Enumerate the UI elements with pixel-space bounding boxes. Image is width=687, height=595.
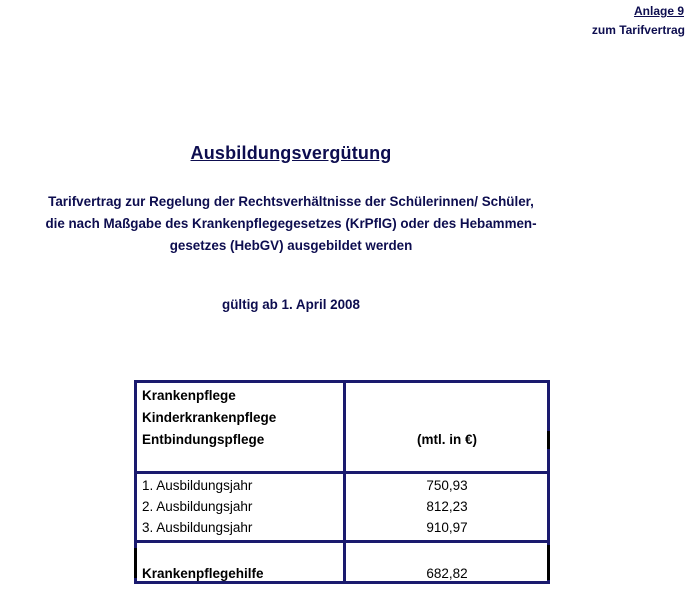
row-label: 2. Ausbildungsjahr — [142, 499, 253, 514]
annex-reference: zum Tarifvertrag — [591, 23, 685, 37]
footer-label: Krankenpflegehilfe — [142, 566, 264, 581]
subtitle — [0, 191, 582, 257]
row-value: 910,97 — [426, 520, 468, 535]
subtitle-line-2: die nach Maßgabe des Krankenpflegegesetzes (KrPflG) oder des Hebammen- — [45, 216, 537, 231]
row-label: 1. Ausbildungsjahr — [142, 478, 253, 493]
header-entbindungspflege: Entbindungspflege — [142, 432, 265, 447]
footer-value: 682,82 — [426, 566, 468, 581]
header-krankenpflege: Krankenpflege — [142, 388, 236, 403]
subtitle-line-1: Tarifvertrag zur Regelung der Rechtsverhältnisse der Schülerinnen/ Schüler, — [48, 194, 534, 209]
row-label: 3. Ausbildungsjahr — [142, 520, 253, 535]
row-divider-footer — [137, 540, 547, 543]
page-title: Ausbildungsvergütung — [190, 143, 392, 163]
annex-label: Anlage 9 — [633, 4, 684, 18]
border-accent — [547, 431, 550, 449]
border-accent — [134, 548, 137, 578]
border-accent — [547, 545, 550, 580]
row-value: 812,23 — [426, 499, 468, 514]
valid-from: gültig ab 1. April 2008 — [222, 297, 360, 312]
column-divider — [343, 383, 346, 581]
pay-table — [134, 380, 550, 584]
header-kinderkrankenpflege: Kinderkrankenpflege — [142, 410, 277, 425]
subtitle-line-3: gesetzes (HebGV) ausgebildet werden — [169, 238, 413, 253]
row-divider-header — [137, 471, 547, 474]
header-unit: (mtl. in €) — [417, 432, 477, 447]
row-value: 750,93 — [426, 478, 468, 493]
